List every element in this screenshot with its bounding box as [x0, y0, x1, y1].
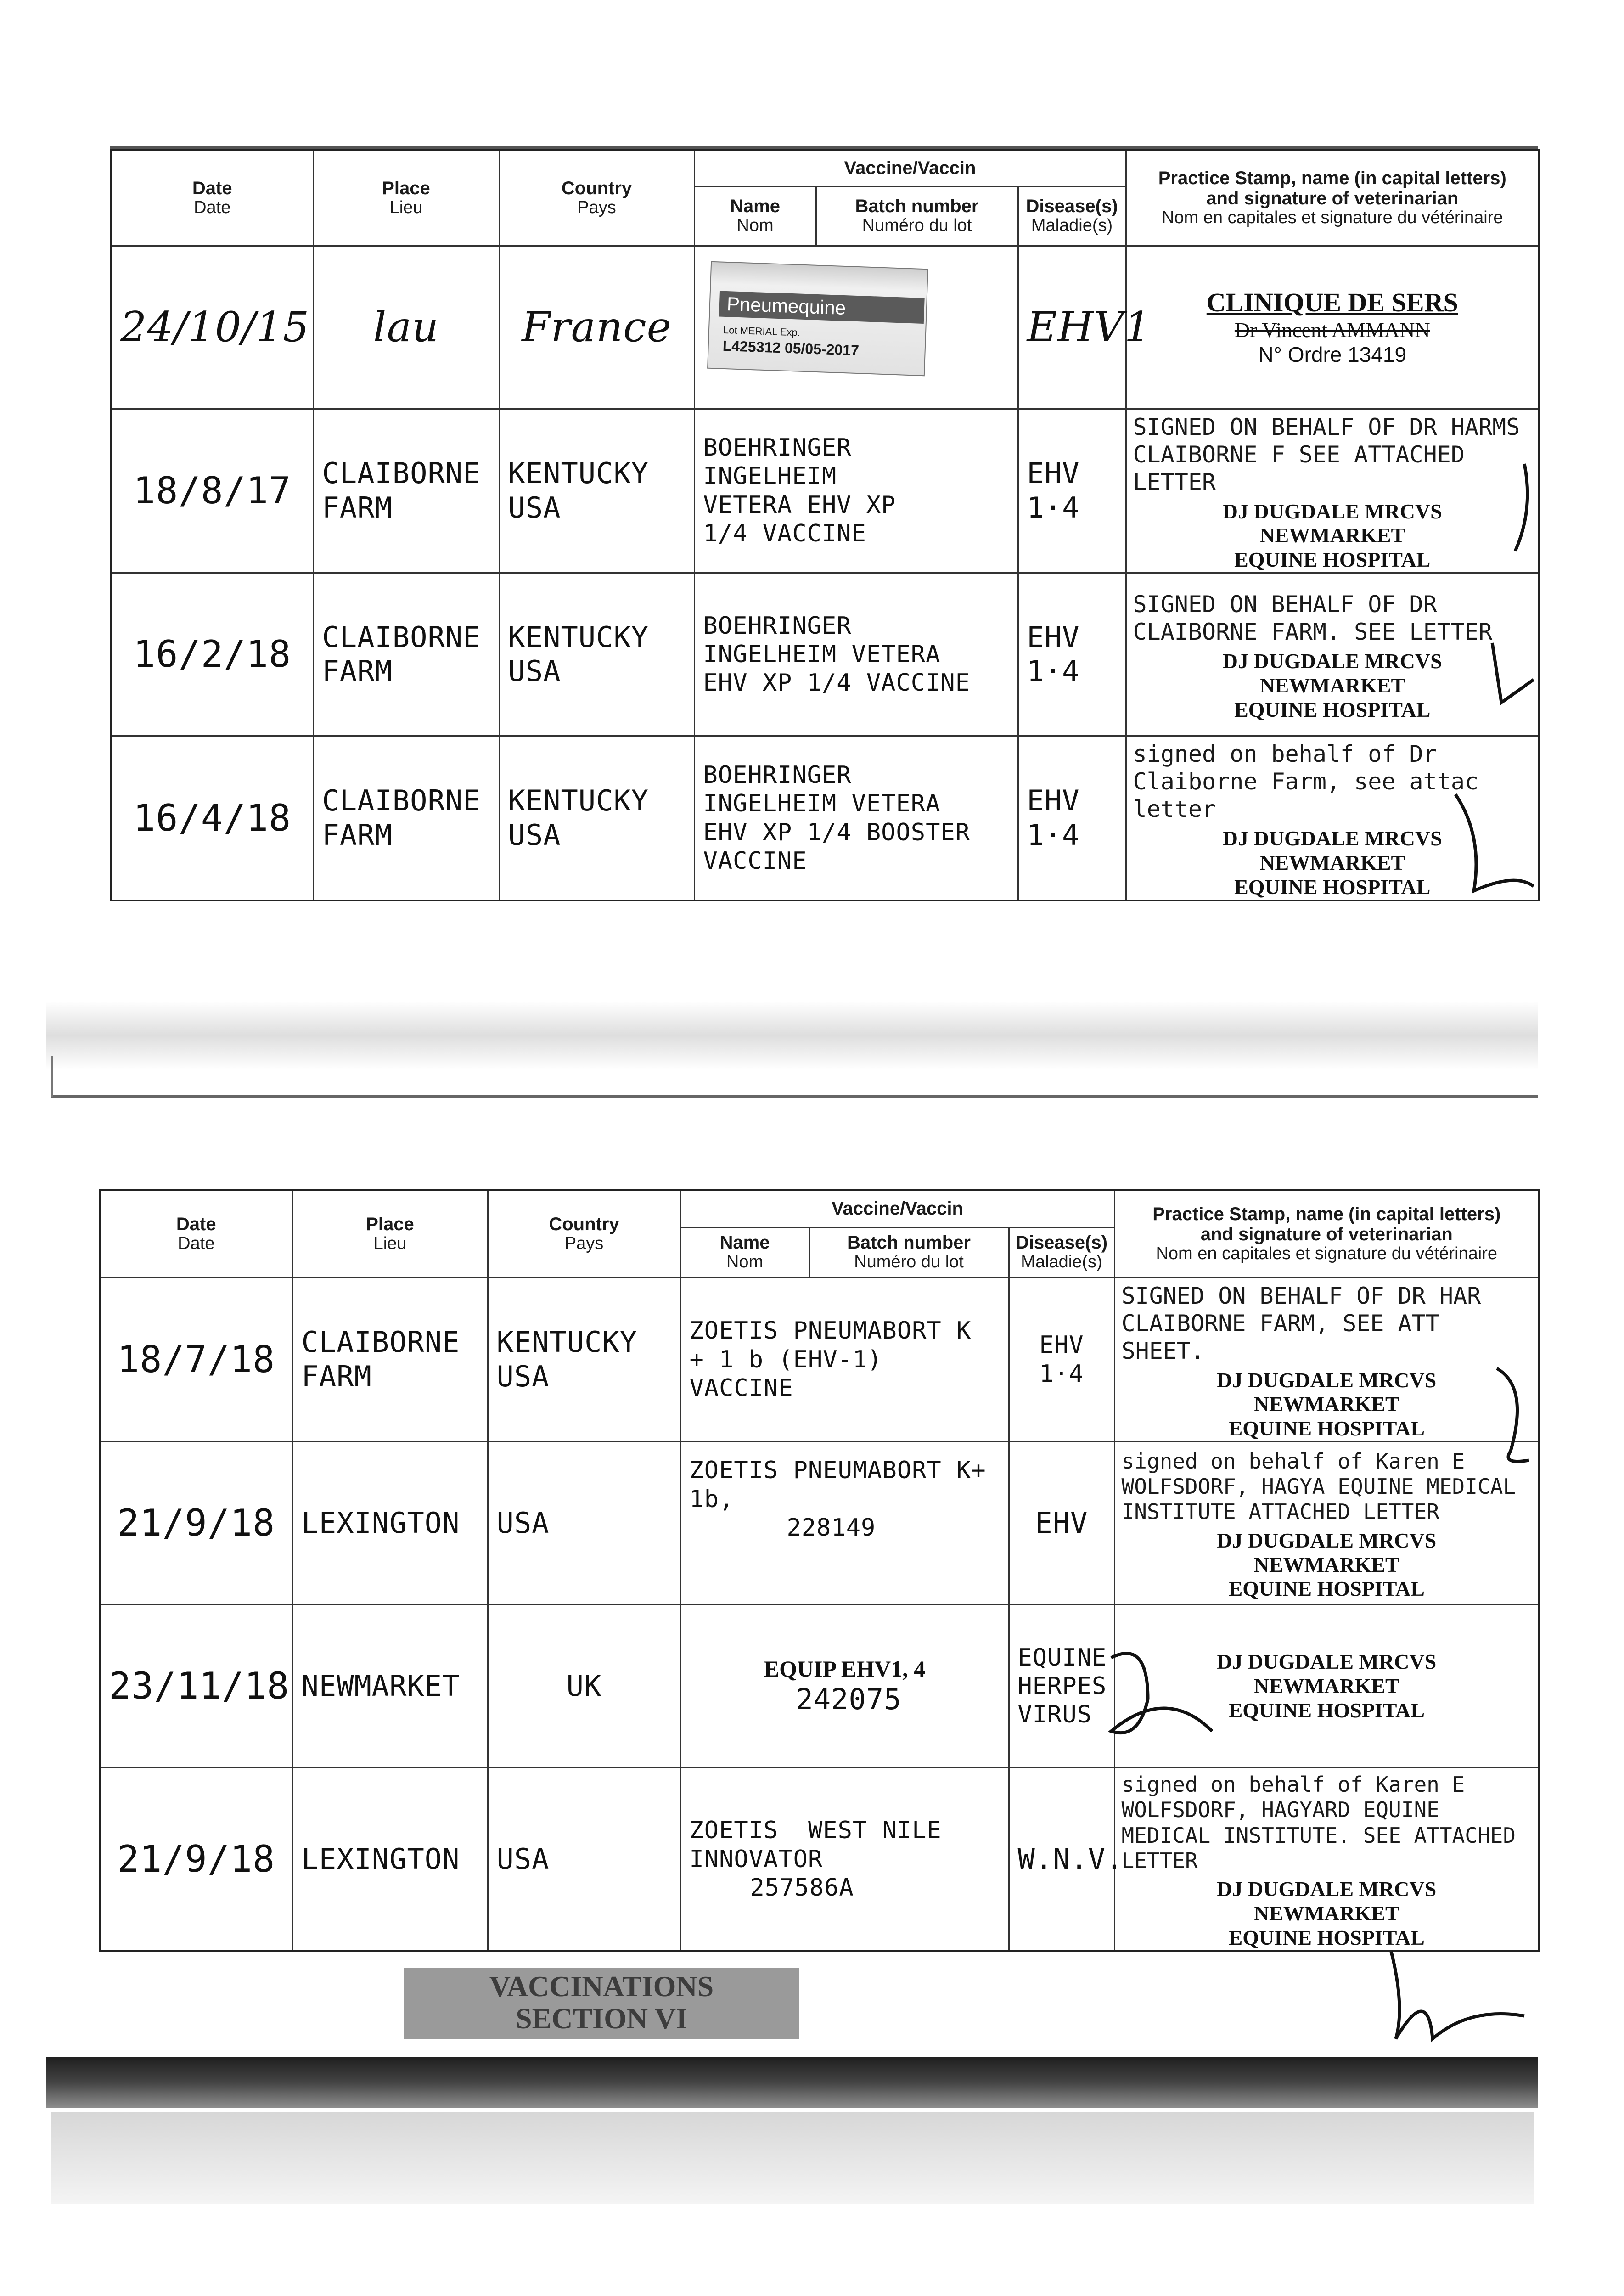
cell-place: lau	[313, 246, 499, 409]
cell-date: 21/9/18	[100, 1768, 292, 1951]
header-date: Date Date	[100, 1190, 292, 1277]
cell-country: KENTUCKY USA	[499, 573, 694, 736]
cell-stamp: signed on behalf of Dr Claiborne Farm, see attac letter DJ DUGDALE MRCVS NEWMARKET EQUINE HOSPITAL	[1126, 736, 1539, 900]
cell-disease: EHV	[1009, 1442, 1114, 1605]
signature-1	[1506, 459, 1534, 560]
cell-place: LEXINGTON	[292, 1768, 488, 1951]
batch-number: 257586A	[750, 1874, 854, 1902]
page-edge-left	[51, 1056, 53, 1097]
cell-country: KENTUCKY USA	[488, 1277, 680, 1442]
cell-vaccine-name: EQUIP EHV1, 4 242075	[680, 1605, 1009, 1768]
batch-number: 228149	[787, 1514, 876, 1542]
vaccine-sticker	[707, 261, 928, 376]
table-row	[111, 246, 1539, 409]
cell-country: France	[499, 246, 694, 409]
signature-6	[1377, 1938, 1529, 2057]
header-vaccine: Vaccine/Vaccin	[680, 1190, 1114, 1227]
scan-shadow-band	[46, 1001, 1538, 1070]
cell-date: 24/10/15	[111, 246, 313, 409]
cell-country: KENTUCKY USA	[499, 409, 694, 573]
cell-country: KENTUCKY USA	[499, 736, 694, 900]
cell-vaccine-name: BOEHRINGER INGELHEIM VETERA EHV XP 1/4 VACCINE	[694, 573, 1018, 736]
cell-date: 23/11/18	[100, 1605, 292, 1768]
header-name: Name Nom	[694, 186, 816, 246]
cell-country: USA	[488, 1768, 680, 1951]
header-name: Name Nom	[680, 1227, 809, 1277]
cell-place: NEWMARKET	[292, 1605, 488, 1768]
header-practice: Practice Stamp, name (in capital letters) and signature of veterinarian Nom en capitales et signature du vétérinaire	[1126, 150, 1539, 246]
cell-place: LEXINGTON	[292, 1442, 488, 1605]
header-country: Country Pays	[488, 1190, 680, 1277]
scan-bottom-shadow	[51, 2112, 1534, 2204]
cell-stamp: CLINIQUE DE SERS Dr Vincent AMMANN N° Ordre 13419	[1126, 246, 1539, 409]
cell-vaccine-name: ZOETIS PNEUMABORT K+ 1b, 228149	[680, 1442, 1009, 1605]
header-disease: Disease(s) Maladie(s)	[1009, 1227, 1114, 1277]
cell-country: UK	[488, 1605, 680, 1768]
cell-disease: EHV 1·4	[1018, 736, 1126, 900]
header-practice: Practice Stamp, name (in capital letters) and signature of veterinarian Nom en capitales et signature du vétérinaire	[1114, 1190, 1539, 1277]
table-row	[100, 1277, 1539, 1442]
cell-vaccine-name: ZOETIS PNEUMABORT K + 1 b (EHV-1) VACCINE	[680, 1277, 1009, 1442]
vaccination-table-1	[110, 149, 1540, 901]
cell-stamp: signed on behalf of Karen E WOLFSDORF, HAGYA EQUINE MEDICAL INSTITUTE ATTACHED LETTER DJ DUGDALE MRCVS NEWMARKET EQUINE HOSPITAL	[1114, 1442, 1539, 1605]
table-row	[100, 1605, 1539, 1768]
signature-3	[1446, 781, 1538, 900]
table-row	[111, 409, 1539, 573]
header-disease: Disease(s) Maladie(s)	[1018, 186, 1126, 246]
header-batch: Batch number Numéro du lot	[816, 186, 1018, 246]
cell-date: 21/9/18	[100, 1442, 292, 1605]
cell-country: USA	[488, 1442, 680, 1605]
cell-disease: EHV 1·4	[1009, 1277, 1114, 1442]
cell-date: 18/8/17	[111, 409, 313, 573]
cell-vaccine-name: BOEHRINGER INGELHEIM VETERA EHV XP 1/4 BOOSTER VACCINE	[694, 736, 1018, 900]
cell-disease: EHV 1·4	[1018, 409, 1126, 573]
cell-disease: EHV 1·4	[1018, 573, 1126, 736]
cell-disease: EHV1	[1018, 246, 1126, 409]
table-row	[100, 1768, 1539, 1951]
cell-stamp: SIGNED ON BEHALF OF DR HAR CLAIBORNE FARM, SEE ATT SHEET. DJ DUGDALE MRCVS NEWMARKET EQUINE HOSPITAL	[1114, 1277, 1539, 1442]
header-batch: Batch number Numéro du lot	[809, 1227, 1009, 1277]
sticker-lot-caption: Lot MERIAL Exp.	[723, 324, 800, 338]
cell-stamp: SIGNED ON BEHALF OF DR HARMS CLAIBORNE F SEE ATTACHED LETTER DJ DUGDALE MRCVS NEWMARKET EQUINE HOSPITAL	[1126, 409, 1539, 573]
cell-date: 16/4/18	[111, 736, 313, 900]
scan-bottom-edge	[46, 2057, 1538, 2108]
table-row	[100, 1442, 1539, 1605]
signature-2	[1483, 634, 1538, 716]
cell-date: 18/7/18	[100, 1277, 292, 1442]
vaccination-table-2	[99, 1189, 1540, 1952]
cell-place: CLAIBORNE FARM	[292, 1277, 488, 1442]
cell-disease: W.N.V.	[1009, 1768, 1114, 1951]
sticker-brand: Pneumequine	[719, 291, 925, 324]
cell-date: 16/2/18	[111, 573, 313, 736]
header-date: Date Date	[111, 150, 313, 246]
header-vaccine: Vaccine/Vaccin	[694, 150, 1126, 186]
table-row	[111, 736, 1539, 900]
sticker-lot: L425312 05/05-2017	[722, 337, 859, 359]
cell-stamp: SIGNED ON BEHALF OF DR CLAIBORNE FARM. SEE LETTER DJ DUGDALE MRCVS NEWMARKET EQUINE HOSPITAL	[1126, 573, 1539, 736]
cell-stamp: signed on behalf of Karen E WOLFSDORF, HAGYARD EQUINE MEDICAL INSTITUTE. SEE ATTACHED LETTER DJ DUGDALE MRCVS NEWMARKET EQUINE HOSPITAL	[1114, 1768, 1539, 1951]
batch-number: 242075	[796, 1682, 902, 1716]
table-row	[111, 573, 1539, 736]
cell-place: CLAIBORNE FARM	[313, 736, 499, 900]
page-fold-line	[51, 1095, 1538, 1098]
section-stamp: VACCINATIONS SECTION VI	[404, 1968, 799, 2039]
passport-page-1	[0, 0, 1624, 1125]
cell-disease: EQUINE HERPES VIRUS	[1009, 1605, 1114, 1768]
cell-stamp: DJ DUGDALE MRCVS NEWMARKET EQUINE HOSPITAL	[1114, 1605, 1539, 1768]
signature-4	[1483, 1359, 1534, 1469]
page-edge-top	[110, 146, 1538, 149]
header-place: Place Lieu	[313, 150, 499, 246]
cell-vaccine-label	[694, 246, 1018, 409]
cell-vaccine-name: BOEHRINGER INGELHEIM VETERA EHV XP 1/4 VACCINE	[694, 409, 1018, 573]
signature-5	[1093, 1630, 1231, 1750]
header-place: Place Lieu	[292, 1190, 488, 1277]
cell-place: CLAIBORNE FARM	[313, 573, 499, 736]
passport-page-2	[0, 1125, 1624, 2020]
header-country: Country Pays	[499, 150, 694, 246]
cell-place: CLAIBORNE FARM	[313, 409, 499, 573]
cell-vaccine-name: ZOETIS WEST NILE INNOVATOR 257586A	[680, 1768, 1009, 1951]
